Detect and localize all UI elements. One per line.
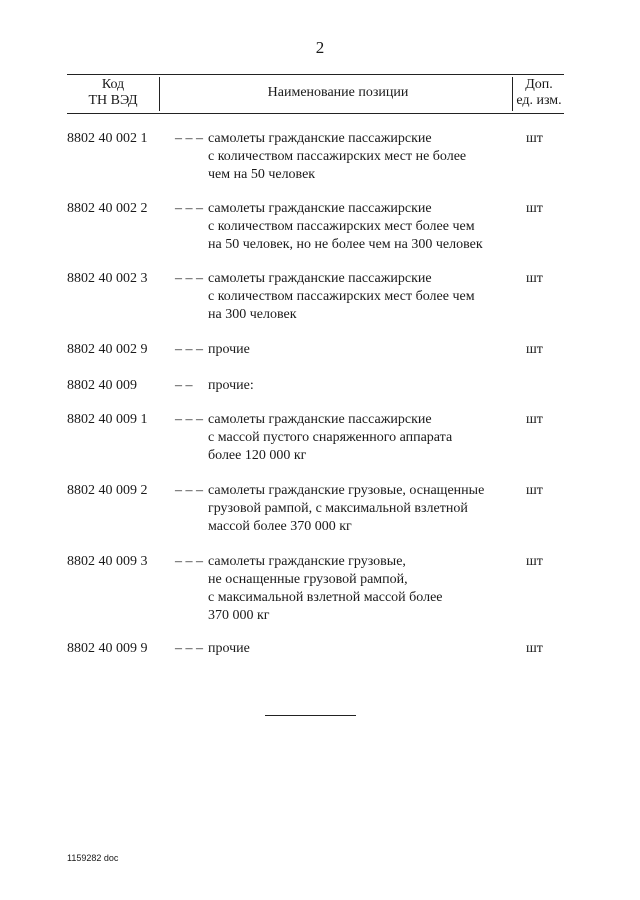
- row-code: 8802 40 009: [67, 378, 137, 393]
- row-code: 8802 40 002 9: [67, 342, 148, 357]
- description-line: массой более 370 000 кг: [208, 519, 352, 534]
- description-line: самолеты гражданские пассажирские: [208, 131, 432, 146]
- description-line: самолеты гражданские грузовые, оснащенные: [208, 483, 485, 498]
- row-dashes: – – –: [175, 412, 203, 427]
- row-dashes: – – –: [175, 554, 203, 569]
- document-id: 1159282 doc: [67, 853, 119, 863]
- row-unit: шт: [526, 131, 543, 146]
- description-line: прочие: [208, 641, 250, 656]
- description-line: 370 000 кг: [208, 608, 270, 623]
- row-dashes: – – –: [175, 201, 203, 216]
- description-line: с количеством пассажирских мест более чем: [208, 289, 475, 304]
- row-code: 8802 40 009 2: [67, 483, 148, 498]
- row-code: 8802 40 009 3: [67, 554, 148, 569]
- row-code: 8802 40 002 2: [67, 201, 148, 216]
- description-line: с количеством пассажирских мест не более: [208, 149, 467, 164]
- description-line: на 50 человек, но не более чем на 300 человек: [208, 237, 483, 252]
- description-line: самолеты гражданские пассажирские: [208, 271, 432, 286]
- row-description: [208, 482, 508, 536]
- description-line: прочие:: [208, 378, 254, 393]
- row-dashes: – – –: [175, 131, 203, 146]
- row-code: 8802 40 002 3: [67, 271, 148, 286]
- row-description: [208, 130, 508, 184]
- row-unit: шт: [526, 201, 543, 216]
- header-unit: Доп. ед. изм.: [512, 77, 565, 111]
- row-dashes: – – –: [175, 641, 203, 656]
- row-unit: шт: [526, 412, 543, 427]
- description-line: чем на 50 человек: [208, 167, 316, 182]
- footer-divider: [265, 715, 356, 716]
- row-unit: шт: [526, 342, 543, 357]
- row-description: [208, 553, 508, 625]
- row-code: 8802 40 002 1: [67, 131, 148, 146]
- row-description: [208, 200, 508, 254]
- description-line: более 120 000 кг: [208, 448, 307, 463]
- row-dashes: – –: [175, 378, 193, 393]
- description-line: с количеством пассажирских мест более чем: [208, 219, 475, 234]
- description-line: грузовой рампой, с максимальной взлетной: [208, 501, 468, 516]
- header-code: Код ТН ВЭД: [67, 77, 160, 111]
- header-name: Наименование позиции: [267, 85, 409, 100]
- table-header: [67, 74, 564, 114]
- row-description: [208, 377, 508, 395]
- row-unit: шт: [526, 641, 543, 656]
- row-dashes: – – –: [175, 483, 203, 498]
- description-line: с максимальной взлетной массой более: [208, 590, 443, 605]
- row-dashes: – – –: [175, 271, 203, 286]
- description-line: самолеты гражданские пассажирские: [208, 201, 432, 216]
- row-code: 8802 40 009 1: [67, 412, 148, 427]
- row-description: [208, 640, 508, 658]
- description-line: самолеты гражданские грузовые,: [208, 554, 406, 569]
- description-line: самолеты гражданские пассажирские: [208, 412, 432, 427]
- description-line: прочие: [208, 342, 250, 357]
- row-description: [208, 270, 508, 324]
- description-line: на 300 человек: [208, 307, 297, 322]
- row-unit: шт: [526, 483, 543, 498]
- row-description: [208, 341, 508, 359]
- description-line: с массой пустого снаряженного аппарата: [208, 430, 453, 445]
- row-dashes: – – –: [175, 342, 203, 357]
- description-line: не оснащенные грузовой рампой,: [208, 572, 408, 587]
- row-unit: шт: [526, 271, 543, 286]
- page-number: 2: [315, 38, 325, 57]
- row-code: 8802 40 009 9: [67, 641, 148, 656]
- row-description: [208, 411, 508, 465]
- row-unit: шт: [526, 554, 543, 569]
